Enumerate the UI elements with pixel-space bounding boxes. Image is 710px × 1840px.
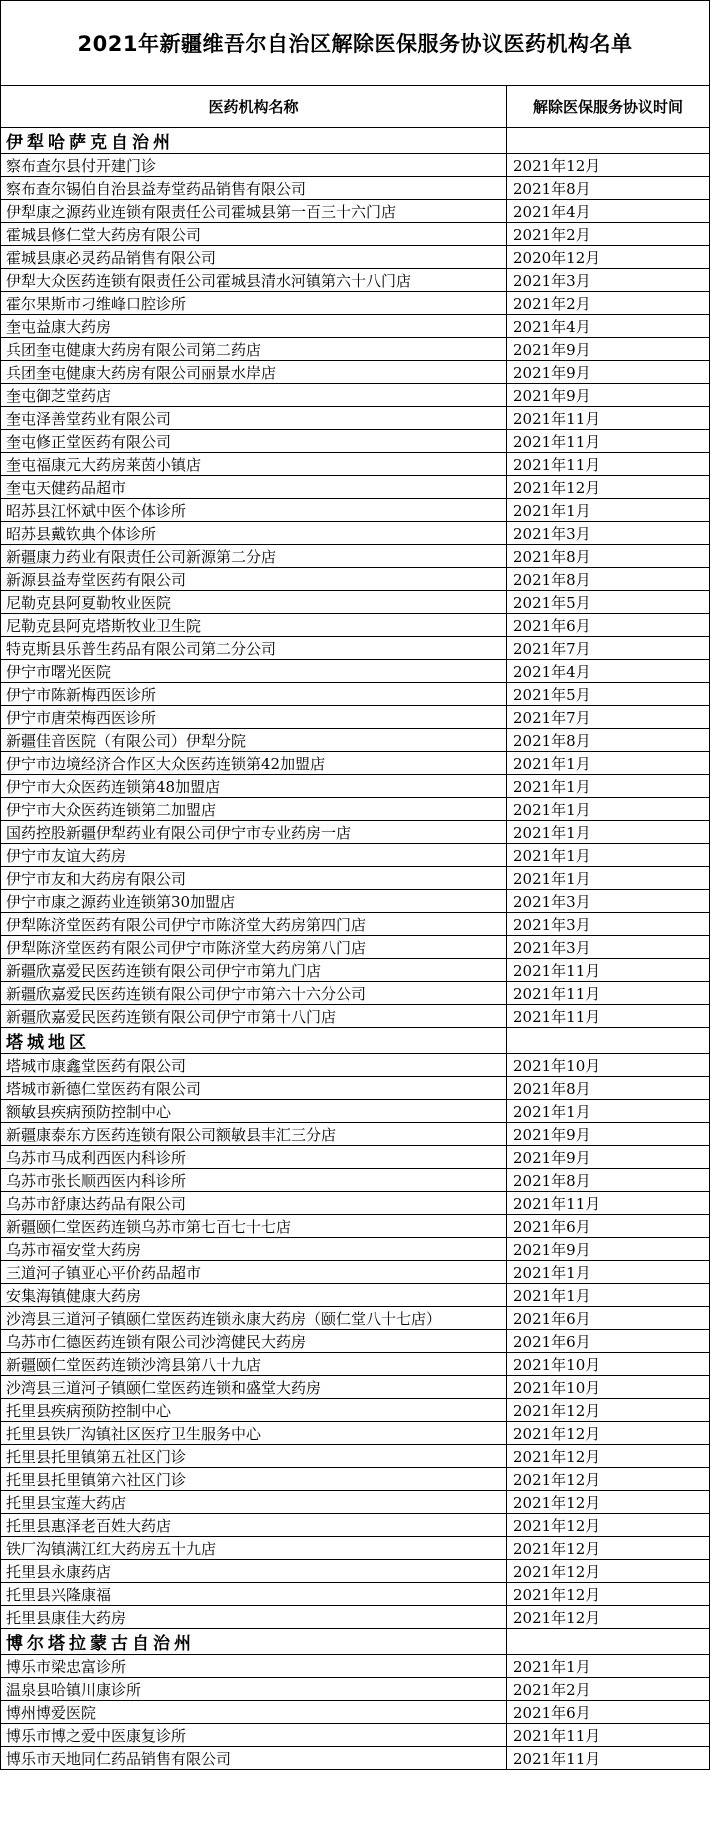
region-header-row — [1, 127, 709, 153]
region-header-row — [1, 1628, 709, 1654]
termination-date-cell: 2021年6月 — [513, 1703, 591, 1722]
termination-date-cell: 2021年1月 — [513, 501, 591, 520]
institution-name-cell: 温泉县哈镇川康诊所 — [1, 1678, 507, 1700]
table-row — [1, 360, 709, 383]
institution-name-cell: 新疆欣嘉爱民医药连锁有限公司伊宁市第六十六分公司 — [1, 982, 507, 1004]
institution-name-cell: 霍尔果斯市刁维峰口腔诊所 — [1, 292, 507, 314]
institution-name-cell: 新疆佳音医院（有限公司）伊犁分院 — [1, 729, 507, 751]
termination-date-cell: 2021年3月 — [513, 524, 591, 543]
table-row — [1, 1076, 709, 1099]
institution-name-cell: 奎屯御芝堂药店 — [1, 384, 507, 406]
table-row — [1, 222, 709, 245]
termination-date-cell: 2021年12月 — [513, 1447, 601, 1466]
table-row — [1, 889, 709, 912]
institution-name-cell: 托里县托里镇第五社区门诊 — [1, 1445, 507, 1467]
table-row — [1, 751, 709, 774]
termination-date-cell: 2021年3月 — [513, 938, 591, 957]
table-row — [1, 521, 709, 544]
table-row — [1, 383, 709, 406]
termination-date-cell: 2021年9月 — [513, 1148, 591, 1167]
institution-name-cell: 托里县康佳大药房 — [1, 1606, 507, 1628]
termination-date-cell: 2021年10月 — [513, 1378, 601, 1397]
institution-name-cell: 新疆欣嘉爱民医药连锁有限公司伊宁市第九门店 — [1, 959, 507, 981]
termination-date-cell: 2021年4月 — [513, 662, 591, 681]
termination-date-cell: 2021年9月 — [513, 340, 591, 359]
institution-name-cell: 察布查尔锡伯自治县益寿堂药品销售有限公司 — [1, 177, 507, 199]
table-row — [1, 1168, 709, 1191]
table-row — [1, 153, 709, 176]
institution-name-cell: 博州博爱医院 — [1, 1701, 507, 1723]
institution-name-cell: 托里县铁厂沟镇社区医疗卫生服务中心 — [1, 1422, 507, 1444]
termination-date-cell: 2021年8月 — [513, 547, 591, 566]
institution-name-cell: 奎屯天健药品超市 — [1, 476, 507, 498]
table-row — [1, 1145, 709, 1168]
table-row — [1, 1490, 709, 1513]
table-row — [1, 1237, 709, 1260]
termination-date-cell: 2021年12月 — [513, 1424, 601, 1443]
termination-date-cell: 2021年12月 — [513, 156, 601, 175]
region-empty-cell — [507, 128, 709, 153]
table-row — [1, 314, 709, 337]
page-title: 2021年新疆维吾尔自治区解除医保服务协议医药机构名单 — [77, 32, 633, 56]
institution-name-cell: 安集海镇健康大药房 — [1, 1284, 507, 1306]
table-row — [1, 728, 709, 751]
institution-name-cell: 新疆康泰东方医药连锁有限公司额敏县丰汇三分店 — [1, 1123, 507, 1145]
institution-name-cell: 额敏县疾病预防控制中心 — [1, 1100, 507, 1122]
institution-name-cell: 昭苏县戴钦典个体诊所 — [1, 522, 507, 544]
table-row — [1, 1723, 709, 1746]
institution-name-cell: 奎屯泽善堂药业有限公司 — [1, 407, 507, 429]
institution-name-cell: 昭苏县江怀斌中医个体诊所 — [1, 499, 507, 521]
institution-name-cell: 托里县惠泽老百姓大药店 — [1, 1514, 507, 1536]
table-row — [1, 1375, 709, 1398]
table-row — [1, 337, 709, 360]
table-row — [1, 866, 709, 889]
table-row — [1, 1444, 709, 1467]
termination-date-cell: 2021年11月 — [513, 1194, 601, 1213]
termination-date-cell: 2021年11月 — [513, 1749, 601, 1768]
termination-date-cell: 2021年8月 — [513, 731, 591, 750]
termination-date-cell: 2021年11月 — [513, 455, 601, 474]
institution-name-cell: 奎屯福康元大药房莱茵小镇店 — [1, 453, 507, 475]
column-header-institution-name: 医药机构名称 — [1, 86, 507, 127]
region-empty-cell — [507, 1028, 709, 1053]
institution-name-cell: 伊宁市曙光医院 — [1, 660, 507, 682]
table-row — [1, 199, 709, 222]
region-title: 伊犁哈萨克自治州 — [1, 128, 507, 153]
institution-name-cell: 塔城市康鑫堂医药有限公司 — [1, 1054, 507, 1076]
termination-date-cell: 2021年1月 — [513, 754, 591, 773]
termination-date-cell: 2021年10月 — [513, 1355, 601, 1374]
institution-name-cell: 乌苏市张长顺西医内科诊所 — [1, 1169, 507, 1191]
institution-name-cell: 奎屯修正堂医药有限公司 — [1, 430, 507, 452]
termination-date-cell: 2021年12月 — [513, 1516, 601, 1535]
termination-date-cell: 2021年2月 — [513, 1680, 591, 1699]
table-row — [1, 1605, 709, 1628]
termination-date-cell: 2021年12月 — [513, 1401, 601, 1420]
institution-name-cell: 托里县疾病预防控制中心 — [1, 1399, 507, 1421]
termination-date-cell: 2021年3月 — [513, 271, 591, 290]
institution-name-cell: 博乐市天地同仁药品销售有限公司 — [1, 1747, 507, 1769]
table-row — [1, 1536, 709, 1559]
table-row — [1, 1654, 709, 1677]
termination-date-cell: 2021年9月 — [513, 386, 591, 405]
institution-name-cell: 伊宁市唐荣梅西医诊所 — [1, 706, 507, 728]
institution-name-cell: 托里县宝莲大药店 — [1, 1491, 507, 1513]
termination-date-cell: 2021年1月 — [513, 823, 591, 842]
termination-date-cell: 2021年1月 — [513, 777, 591, 796]
termination-date-cell: 2021年1月 — [513, 846, 591, 865]
table-row — [1, 1398, 709, 1421]
termination-date-cell: 2021年3月 — [513, 892, 591, 911]
institution-name-cell: 伊宁市友和大药房有限公司 — [1, 867, 507, 889]
institution-name-cell: 兵团奎屯健康大药房有限公司丽景水岸店 — [1, 361, 507, 383]
institution-name-cell: 伊犁陈济堂医药有限公司伊宁市陈济堂大药房第八门店 — [1, 936, 507, 958]
termination-date-cell: 2021年4月 — [513, 202, 591, 221]
institution-name-cell: 国药控股新疆伊犁药业有限公司伊宁市专业药房一店 — [1, 821, 507, 843]
termination-date-cell: 2021年12月 — [513, 478, 601, 497]
table-row — [1, 1421, 709, 1444]
institution-name-cell: 伊宁市康之源药业连锁第30加盟店 — [1, 890, 507, 912]
table-row — [1, 475, 709, 498]
institution-name-cell: 乌苏市仁德医药连锁有限公司沙湾健民大药房 — [1, 1330, 507, 1352]
termination-date-cell: 2021年6月 — [513, 1309, 591, 1328]
region-title: 博尔塔拉蒙古自治州 — [1, 1629, 507, 1654]
termination-date-cell: 2021年12月 — [513, 1562, 601, 1581]
termination-date-cell: 2021年12月 — [513, 1470, 601, 1489]
termination-date-cell: 2020年12月 — [513, 248, 601, 267]
table-row — [1, 1559, 709, 1582]
termination-date-cell: 2021年11月 — [513, 409, 601, 428]
termination-date-cell: 2021年8月 — [513, 1079, 591, 1098]
table-row — [1, 406, 709, 429]
institution-name-cell: 新疆颐仁堂医药连锁乌苏市第七百七十七店 — [1, 1215, 507, 1237]
table-row — [1, 291, 709, 314]
termination-date-cell: 2021年11月 — [513, 432, 601, 451]
institution-name-cell: 伊宁市陈新梅西医诊所 — [1, 683, 507, 705]
termination-date-cell: 2021年12月 — [513, 1493, 601, 1512]
termination-date-cell: 2021年1月 — [513, 1657, 591, 1676]
termination-date-cell: 2021年12月 — [513, 1585, 601, 1604]
table-header-row — [1, 85, 709, 127]
region-title: 塔城地区 — [1, 1028, 507, 1053]
table-row — [1, 1122, 709, 1145]
termination-date-cell: 2021年7月 — [513, 639, 591, 658]
termination-date-cell: 2021年4月 — [513, 317, 591, 336]
termination-date-cell: 2021年3月 — [513, 915, 591, 934]
institution-name-cell: 沙湾县三道河子镇颐仁堂医药连锁永康大药房（颐仁堂八十七店） — [1, 1307, 507, 1329]
institution-name-cell: 霍城县修仁堂大药房有限公司 — [1, 223, 507, 245]
institution-name-cell: 伊宁市边境经济合作区大众医药连锁第42加盟店 — [1, 752, 507, 774]
termination-date-cell: 2021年1月 — [513, 869, 591, 888]
table-row — [1, 636, 709, 659]
institution-name-cell: 铁厂沟镇满江红大药房五十九店 — [1, 1537, 507, 1559]
institution-name-cell: 三道河子镇亚心平价药品超市 — [1, 1261, 507, 1283]
table-row — [1, 567, 709, 590]
termination-date-cell: 2021年10月 — [513, 1056, 601, 1075]
termination-date-cell: 2021年11月 — [513, 1007, 601, 1026]
termination-date-cell: 2021年1月 — [513, 1263, 591, 1282]
termination-date-cell: 2021年9月 — [513, 1240, 591, 1259]
table-row — [1, 590, 709, 613]
institution-name-cell: 伊犁大众医药连锁有限责任公司霍城县清水河镇第六十八门店 — [1, 269, 507, 291]
institution-name-cell: 托里县永康药店 — [1, 1560, 507, 1582]
termination-date-cell: 2021年6月 — [513, 1332, 591, 1351]
table-row — [1, 544, 709, 567]
institution-name-cell: 乌苏市舒康达药品有限公司 — [1, 1192, 507, 1214]
table-row — [1, 843, 709, 866]
institution-name-cell: 新疆康力药业有限责任公司新源第二分店 — [1, 545, 507, 567]
table-row — [1, 682, 709, 705]
institution-name-cell: 伊犁康之源药业连锁有限责任公司霍城县第一百三十六门店 — [1, 200, 507, 222]
termination-date-cell: 2021年8月 — [513, 179, 591, 198]
institution-name-cell: 伊犁陈济堂医药有限公司伊宁市陈济堂大药房第四门店 — [1, 913, 507, 935]
table-row — [1, 1053, 709, 1076]
institution-name-cell: 察布查尔县付开建门诊 — [1, 154, 507, 176]
table-row — [1, 429, 709, 452]
institution-name-cell: 伊宁市大众医药连锁第48加盟店 — [1, 775, 507, 797]
institution-name-cell: 博乐市博之爱中医康复诊所 — [1, 1724, 507, 1746]
institution-name-cell: 托里县托里镇第六社区门诊 — [1, 1468, 507, 1490]
title-row — [1, 1, 709, 85]
termination-date-cell: 2021年9月 — [513, 1125, 591, 1144]
termination-date-cell: 2021年5月 — [513, 593, 591, 612]
region-empty-cell — [507, 1629, 709, 1654]
termination-date-cell: 2021年2月 — [513, 294, 591, 313]
termination-date-cell: 2021年1月 — [513, 1286, 591, 1305]
table-row — [1, 659, 709, 682]
institution-name-cell: 新源县益寿堂医药有限公司 — [1, 568, 507, 590]
table-row — [1, 958, 709, 981]
table-row — [1, 268, 709, 291]
termination-date-cell: 2021年2月 — [513, 225, 591, 244]
table-row — [1, 1099, 709, 1122]
institution-name-cell: 特克斯县乐普生药品有限公司第二分公司 — [1, 637, 507, 659]
table-row — [1, 912, 709, 935]
table-row — [1, 452, 709, 475]
termination-date-cell: 2021年12月 — [513, 1539, 601, 1558]
institution-name-cell: 伊宁市友谊大药房 — [1, 844, 507, 866]
table-row — [1, 176, 709, 199]
institution-name-cell: 伊宁市大众医药连锁第二加盟店 — [1, 798, 507, 820]
termination-date-cell: 2021年1月 — [513, 800, 591, 819]
institution-name-cell: 新疆欣嘉爱民医药连锁有限公司伊宁市第十八门店 — [1, 1005, 507, 1027]
table-row — [1, 774, 709, 797]
table-row — [1, 935, 709, 958]
table-row — [1, 1352, 709, 1375]
institution-name-cell: 奎屯益康大药房 — [1, 315, 507, 337]
termination-date-cell: 2021年8月 — [513, 570, 591, 589]
termination-date-cell: 2021年12月 — [513, 1608, 601, 1627]
termination-date-cell: 2021年11月 — [513, 984, 601, 1003]
table-row — [1, 1214, 709, 1237]
table-row — [1, 1283, 709, 1306]
table-row — [1, 1329, 709, 1352]
institution-name-cell: 乌苏市马成利西医内科诊所 — [1, 1146, 507, 1168]
table-row — [1, 1677, 709, 1700]
termination-date-cell: 2021年11月 — [513, 961, 601, 980]
table-row — [1, 1746, 709, 1769]
table-row — [1, 705, 709, 728]
table-row — [1, 1700, 709, 1723]
table-row — [1, 981, 709, 1004]
termination-date-cell: 2021年6月 — [513, 1217, 591, 1236]
termination-date-cell: 2021年11月 — [513, 1726, 601, 1745]
table-row — [1, 797, 709, 820]
column-header-termination-date: 解除医保服务协议时间 — [532, 98, 683, 116]
institution-name-cell: 霍城县康必灵药品销售有限公司 — [1, 246, 507, 268]
region-header-row — [1, 1027, 709, 1053]
table-row — [1, 1582, 709, 1605]
table-row — [1, 1004, 709, 1027]
table-row — [1, 245, 709, 268]
table-body — [1, 127, 709, 1769]
termination-date-cell: 2021年7月 — [513, 708, 591, 727]
table-row — [1, 820, 709, 843]
institution-name-cell: 尼勒克县阿夏勒牧业医院 — [1, 591, 507, 613]
institution-name-cell: 尼勒克县阿克塔斯牧业卫生院 — [1, 614, 507, 636]
institution-name-cell: 托里县兴隆康福 — [1, 1583, 507, 1605]
institution-name-cell: 新疆颐仁堂医药连锁沙湾县第八十九店 — [1, 1353, 507, 1375]
table-row — [1, 1260, 709, 1283]
institution-name-cell: 兵团奎屯健康大药房有限公司第二药店 — [1, 338, 507, 360]
table-row — [1, 613, 709, 636]
institution-name-cell: 沙湾县三道河子镇颐仁堂医药连锁和盛堂大药房 — [1, 1376, 507, 1398]
institution-name-cell: 博乐市梁忠富诊所 — [1, 1655, 507, 1677]
institution-name-cell: 乌苏市福安堂大药房 — [1, 1238, 507, 1260]
termination-date-cell: 2021年8月 — [513, 1171, 591, 1190]
institution-name-cell: 塔城市新德仁堂医药有限公司 — [1, 1077, 507, 1099]
table-row — [1, 1467, 709, 1490]
termination-date-cell: 2021年1月 — [513, 1102, 591, 1121]
termination-date-cell: 2021年9月 — [513, 363, 591, 382]
termination-date-cell: 2021年6月 — [513, 616, 591, 635]
table-row — [1, 498, 709, 521]
table-row — [1, 1306, 709, 1329]
table-row — [1, 1191, 709, 1214]
table-row — [1, 1513, 709, 1536]
termination-date-cell: 2021年5月 — [513, 685, 591, 704]
